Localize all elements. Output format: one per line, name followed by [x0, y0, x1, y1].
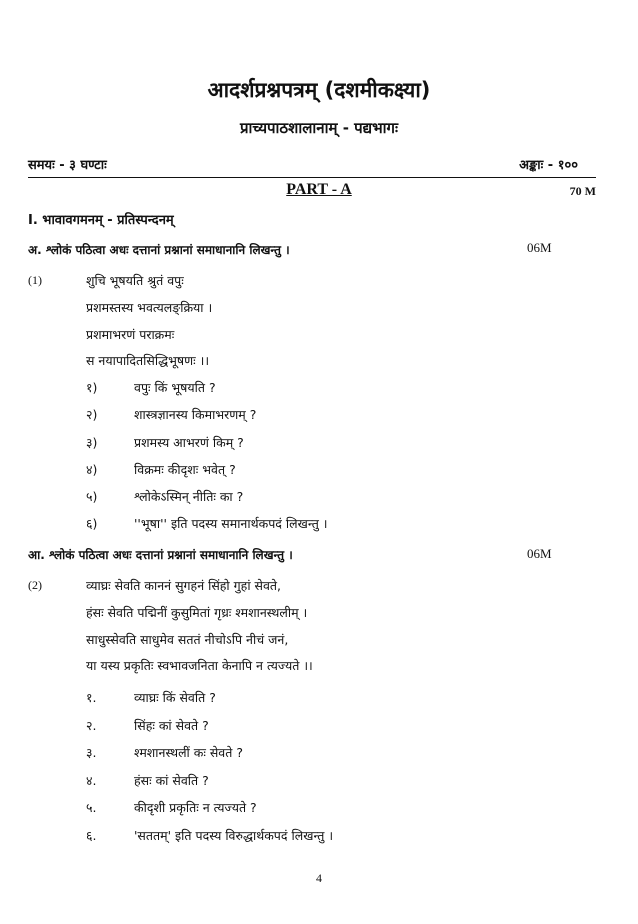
q2-sub-text: सिंहः कां सेवते ?	[134, 718, 209, 733]
exam-duration: समयः - ३ घण्टाः	[28, 158, 107, 173]
part-label: PART - A	[286, 181, 352, 198]
q2-verse-line: हंसः सेवति पद्मिनीं कुसुमितां गृध्रः श्मशानस्थलीम् ।	[86, 605, 308, 620]
q1-verse-line: प्रशमस्तस्य भवत्यलङ्क्रिया ।	[86, 300, 213, 315]
q2-heading: आ. श्लोकं पठित्वा अधः दत्तानां प्रश्नानां समाधानानि लिखन्तु ।	[28, 548, 293, 562]
q1-number: (1)	[28, 273, 42, 287]
header-divider	[28, 177, 596, 178]
q1-sub-text: ''भूषा'' इति पदस्य समानार्थकपदं लिखन्तु ।	[134, 516, 328, 531]
q2-verse-line: या यस्य प्रकृतिः स्वभावजनिता केनापि न त्यज्यते ।।	[86, 658, 313, 673]
q2-sub-number: २.	[86, 718, 97, 733]
q2-marks: 06M	[527, 546, 552, 561]
page-number: 4	[316, 871, 322, 885]
q2-sub-text: 'सततम्' इति पदस्य विरुद्धार्थकपदं लिखन्तु ।	[134, 828, 334, 843]
q2-sub-number: ३.	[86, 745, 97, 760]
q1-sub-text: विक्रमः कीदृशः भवेत् ?	[134, 462, 236, 477]
q1-sub-number: २)	[86, 407, 98, 422]
q1-sub-text: शास्त्रज्ञानस्य किमाभरणम् ?	[134, 407, 257, 422]
q2-sub-number: १.	[86, 690, 97, 705]
q1-sub-number: ३)	[86, 435, 98, 450]
q2-verse-line: व्याघ्रः सेवति काननं सुगहनं सिंहो गुहां सेवते,	[86, 578, 282, 593]
page-title: आदर्शप्रश्नपत्रम् (दशमीकक्ष्या)	[207, 78, 431, 102]
q1-sub-number: ४)	[86, 462, 98, 477]
section-heading: I. भावावगमनम् - प्रतिस्पन्दनम्	[28, 213, 174, 228]
q2-sub-text: व्याघ्रः किं सेवति ?	[134, 690, 216, 705]
q1-heading: अ. श्लोकं पठित्वा अधः दत्तानां प्रश्नानां समाधानानि लिखन्तु ।	[28, 243, 290, 257]
q2-number: (2)	[28, 578, 42, 592]
q1-marks: 06M	[527, 240, 552, 255]
q2-sub-number: ५.	[86, 800, 97, 815]
page-subtitle: प्राच्यपाठशालानाम् - पद्यभागः	[239, 119, 399, 137]
q1-sub-text: वपुः किं भूषयति ?	[134, 380, 216, 395]
q2-sub-number: ४.	[86, 773, 97, 788]
exam-total-marks: अङ्काः - १००	[519, 158, 578, 173]
q1-verse-line: स नयापादितसिद्धिभूषणः ।।	[86, 353, 210, 368]
q2-sub-text: श्मशानस्थलीं कः सेवते ?	[134, 745, 243, 760]
q1-sub-number: ६)	[86, 516, 98, 531]
q1-verse-line: शुचि भूषयति श्रुतं वपुः	[86, 273, 184, 288]
q2-sub-text: हंसः कां सेवति ?	[134, 773, 209, 788]
q2-sub-text: कीदृशी प्रकृतिः न त्यज्यते ?	[134, 800, 257, 815]
q1-sub-text: श्लोकेऽस्मिन् नीतिः का ?	[134, 489, 244, 504]
q2-sub-number: ६.	[86, 828, 97, 843]
q1-sub-number: १)	[86, 380, 98, 395]
q1-sub-text: प्रशमस्य आभरणं किम् ?	[134, 435, 244, 450]
q1-verse-line: प्रशमाभरणं पराक्रमः	[86, 327, 175, 342]
q2-verse-line: साधुस्सेवति साधुमेव सततं नीचोऽपि नीचं जनं,	[86, 632, 289, 647]
q1-sub-number: ५)	[86, 489, 98, 504]
part-marks: 70 M	[569, 184, 596, 198]
